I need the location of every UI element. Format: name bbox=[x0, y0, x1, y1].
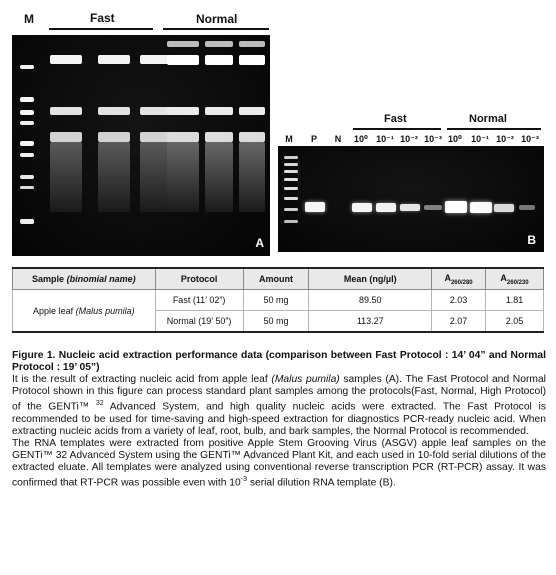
ladder-band bbox=[284, 220, 298, 223]
gel-a-lane-4 bbox=[167, 35, 199, 256]
gel-a-lane-6 bbox=[239, 35, 265, 256]
header-a260-230: $A_{260/230}$ bbox=[486, 268, 544, 290]
normal-group-rule-b bbox=[447, 128, 541, 130]
amplicon-band-fast-1e-1 bbox=[376, 203, 396, 212]
amplicon-band-normal-1e-3 bbox=[519, 205, 535, 210]
normal-group-label-b: Normal bbox=[469, 113, 507, 125]
sample-cell: Apple leaf (Malus pumila) bbox=[13, 290, 156, 333]
a260-280-cell: 2.03 bbox=[432, 290, 486, 311]
ladder-band bbox=[284, 187, 298, 190]
gel-a-lane-1 bbox=[50, 35, 82, 256]
amplicon-band-positive bbox=[305, 202, 325, 212]
fast-group-rule-b bbox=[353, 128, 441, 130]
lane-label-b-10: 10⁻² bbox=[496, 134, 514, 144]
ladder-band bbox=[284, 170, 298, 173]
ladder-band bbox=[20, 186, 34, 189]
lane-label-b-8: 10⁰ bbox=[448, 134, 462, 144]
a260-230-cell: 2.05 bbox=[486, 311, 544, 333]
header-amount: Amount bbox=[243, 268, 309, 290]
amount-cell: 50 mg bbox=[243, 311, 309, 333]
amplicon-band-normal-1e-2 bbox=[494, 204, 514, 212]
ladder-band bbox=[284, 156, 298, 159]
lane-label-b-4: 10⁰ bbox=[354, 134, 368, 144]
gel-image-b bbox=[278, 146, 544, 252]
ladder-band bbox=[284, 208, 298, 211]
normal-group-label-a: Normal bbox=[196, 12, 238, 26]
amplicon-band-fast-1e-3 bbox=[424, 205, 442, 210]
normal-group-rule-a bbox=[163, 28, 269, 30]
lane-label-b-3: N bbox=[334, 134, 342, 144]
header-a260-280: $A_{260/280}$ bbox=[432, 268, 486, 290]
a260-230-cell: 1.81 bbox=[486, 290, 544, 311]
amplicon-band-fast-1e-2 bbox=[400, 204, 420, 211]
protocol-cell: Fast (11’ 02”) bbox=[155, 290, 243, 311]
mean-cell: 89.50 bbox=[309, 290, 432, 311]
ladder-band bbox=[20, 153, 34, 157]
fast-group-label-b: Fast bbox=[384, 113, 407, 125]
lane-label-b-11: 10⁻³ bbox=[521, 134, 539, 144]
lane-label-b-7: 10⁻³ bbox=[424, 134, 442, 144]
extraction-results-table bbox=[12, 267, 544, 333]
lane-label-b-6: 10⁻² bbox=[400, 134, 418, 144]
ladder-band bbox=[20, 141, 34, 146]
header-mean: Mean (ng/µl) bbox=[309, 268, 432, 290]
ladder-band bbox=[20, 110, 34, 115]
gel-a-lane-5 bbox=[205, 35, 233, 256]
table-row bbox=[13, 290, 544, 311]
ladder-band bbox=[20, 219, 34, 224]
ladder-band bbox=[20, 175, 34, 179]
ladder-band bbox=[20, 65, 34, 69]
amplicon-band-normal-1e0 bbox=[445, 201, 467, 213]
header-protocol: Protocol bbox=[155, 268, 243, 290]
amount-cell: 50 mg bbox=[243, 290, 309, 311]
ladder-band bbox=[284, 178, 298, 181]
caption-title: Figure 1. Nucleic acid extraction performance data (comparison between Fast Protocol : 14’ 04” and Normal Protocol : 19’ 05”) bbox=[12, 350, 546, 374]
lane-label-b-2: P bbox=[310, 134, 317, 144]
a260-280-cell: 2.07 bbox=[432, 311, 486, 333]
caption-paragraph-1: It is the result of extracting nucleic acid from apple leaf (Malus pumila) samples (A). The Fast Protocol and Normal Protocol shown in this figure can process standard plant samples among the protocols(Fast, Normal, High Protocol) of the GENTi™ $^{32}$ Advanced System, and high quality nucleic acids were extracted. The Fast Protocol is recommended to be used for time-saving and high-speed extraction for diagnostics PCR-ready nucleic acid. When extracting nucleic acids from a variety of leaf, root, bulb, and bark samples, the Normal Protocol is recommended. bbox=[12, 374, 546, 437]
caption-paragraph-2: The RNA templates were extracted from positive Apple Stem Grooving Virus (ASGV) apple leaf samples on the GENTi™ 32 Advanced System using the GENTi™ Advanced Plant Kit, and each used in 10-fold serial dilutions of the extracted eluate. All templates were analyzed using conventional reverse transcription PCR (RT-PCR) assay. It was confirmed that RT-PCR was possible even with $10^{-3}$ serial dilution RNA template (B). bbox=[12, 438, 546, 489]
gel-image-a bbox=[12, 35, 270, 256]
figure-caption bbox=[12, 350, 546, 490]
lane-label-b-9: 10⁻¹ bbox=[471, 134, 489, 144]
gel-a-lane-2 bbox=[98, 35, 130, 256]
lane-label-b-5: 10⁻¹ bbox=[376, 134, 394, 144]
panel-label-a: A bbox=[255, 236, 264, 250]
header-sample: Sample (binomial name) bbox=[13, 268, 156, 290]
fast-group-rule-a bbox=[49, 28, 153, 30]
ladder-band bbox=[284, 163, 298, 166]
marker-lane-label-a: M bbox=[24, 12, 34, 26]
table-header-row bbox=[13, 268, 544, 290]
fast-group-label-a: Fast bbox=[90, 11, 115, 25]
panel-label-b: B bbox=[527, 233, 536, 247]
mean-cell: 113.27 bbox=[309, 311, 432, 333]
amplicon-band-normal-1e-1 bbox=[470, 202, 492, 213]
amplicon-band-fast-1e0 bbox=[352, 203, 372, 212]
ladder-band bbox=[284, 197, 298, 200]
ladder-band bbox=[20, 97, 34, 102]
ladder-band bbox=[20, 121, 34, 125]
protocol-cell: Normal (19’ 50”) bbox=[155, 311, 243, 333]
lane-label-b-1: M bbox=[285, 134, 293, 144]
